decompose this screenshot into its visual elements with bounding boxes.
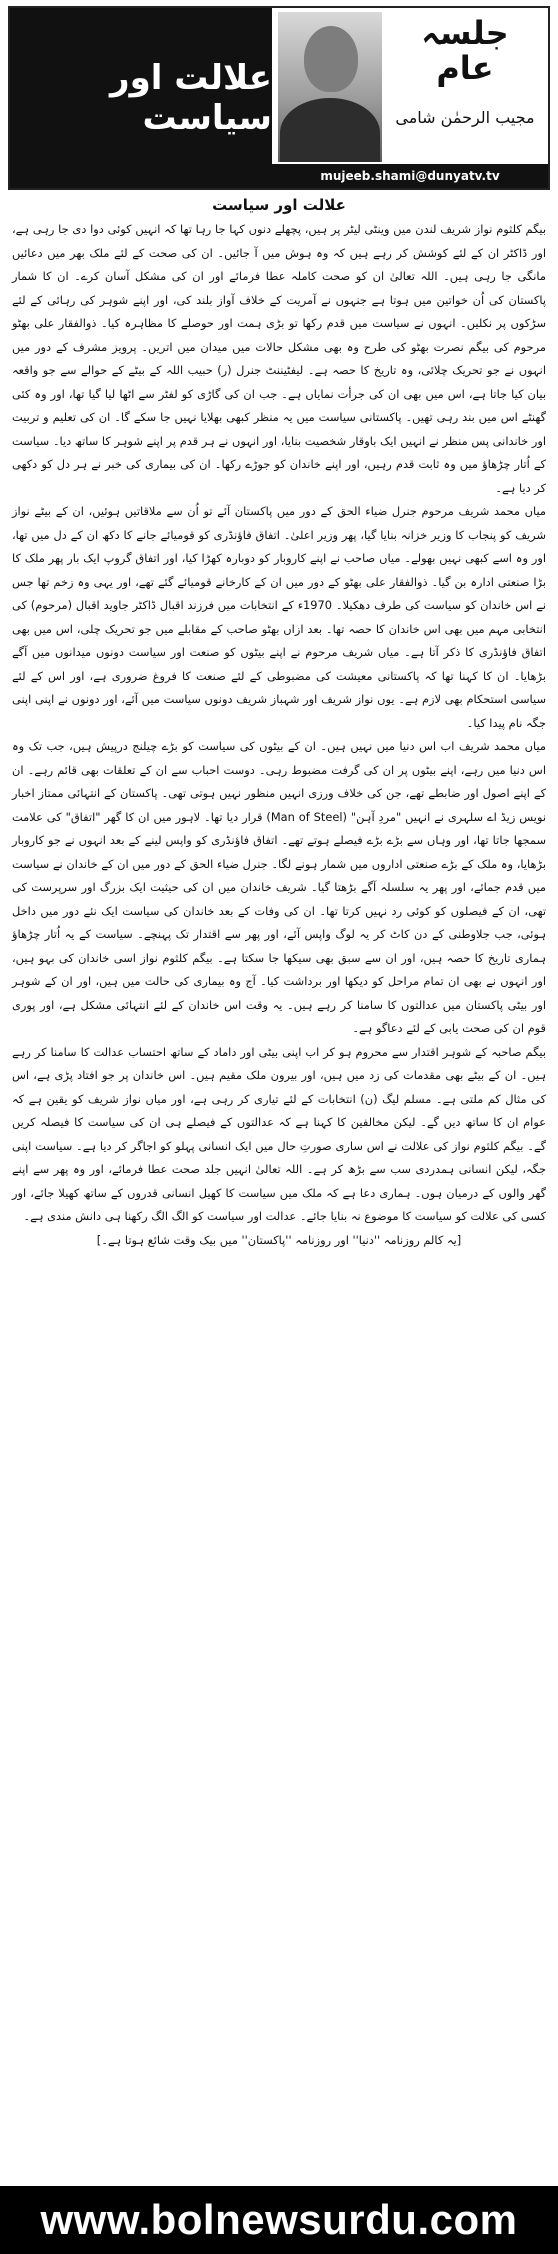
article-paragraph-4: بیگم صاحبہ کے شوہر اقتدار سے محروم ہو کر اب اپنی بیٹی اور داماد کے ساتھ احتساب عدالت کا سامنا کر رہے ہیں۔ ان کے بیٹے بھی مقدمات کی زد میں ہیں، اور بیرون ملک مقیم ہیں۔ اس خاندان پر جو افتاد پڑی ہے، اس کی مثال کم ملتی ہے۔ مسلم لیگ (ن) انتخابات کے لئے تیاری کر رہی ہے، اور میاں نواز شریف کو یقین ہے کہ عوام ان کا ساتھ دیں گے۔ لیکن مخالفین کا کہنا ہے کہ عدالتوں کے فیصلے ہی ان کی سیاست کا فیصلہ کریں گے۔ بیگم کلثوم نواز کی علالت نے اس ساری صورتِ حال میں ایک انسانی پہلو کو اجاگر کر دیا ہے۔ سیاست اپنی جگہ، لیکن انسانی ہمدردی سب سے بڑھ کر ہے۔ اللہ تعالیٰ انہیں جلد صحت عطا فرمائے، اور وہ پھر سے اپنے گھر والوں کے درمیان ہوں۔ ہماری دعا ہے کہ ملک میں سیاست کا کھیل انسانی قدروں کے ساتھ کھیلا جائے، اور کسی کی علالت کو سیاست کا موضوع نہ بنایا جائے۔ عدالت اور سیاست کو الگ الگ رکھنا ہی دانش مندی ہے۔	[12, 1044, 546, 1223]
column-header	[8, 6, 550, 190]
article-paragraph-3: میاں محمد شریف اب اس دنیا میں نہیں ہیں۔ ان کے بیٹوں کی سیاست کو بڑے چیلنج درپیش ہیں، جب تک وہ اس دنیا میں رہے، اپنے بیٹوں پر ان کی گرفت مضبوط رہی۔ دوست احباب سے ان کے تعلقات بھی قائم رہے۔ ان کے اپنے اصول اور ضابطے تھے، جن کی خلاف ورزی انہیں منظور نہیں ہوتی تھی۔ پاکستان کے انتہائی ممتاز اخبار نویس زیڈ اے سلہری نے انہیں "مردِ آہن" (Man of Steel) قرار دیا تھا۔ لاہور میں ان کا گھر "اتفاق" کی علامت سمجھا جاتا تھا، اور وہاں سے بڑے بڑے فیصلے ہوتے تھے۔ اتفاق فاؤنڈری کو واپس لینے کے بعد انہوں نے جو کاروبار بڑھایا، وہ ملک کے بڑے صنعتی اداروں میں شمار ہونے لگا۔ جنرل ضیاء الحق کے دور میں ان کے خاندان نے سیاست میں قدم جمائے، اور پھر یہ سلسلہ آگے بڑھتا گیا۔ شریف خاندان میں ان کی حیثیت ایک بزرگ اور سرپرست کی تھی، ان کے فیصلوں کو کوئی رد نہیں کرتا تھا۔ ان کی وفات کے بعد خاندان کی سیاست ایک نئے دور میں داخل ہوئی، جب جلاوطنی کے دن کاٹ کر یہ لوگ واپس آئے، اور پھر سے اقتدار تک پہنچے۔ سیاست کے یہ اُتار چڑھاؤ ہماری تاریخ کا حصہ ہیں، اور ان سے سبق بھی سیکھا جا سکتا ہے۔ بیگم کلثوم نواز اسی خاندان کی بہو ہیں، اور انہوں نے بھی ان تمام مراحل کو دیکھا اور برداشت کیا۔ آج وہ بیماری کی حالت میں ہیں، اور ان کے شوہر اور بیٹی پاکستان میں عدالتوں کا سامنا کر رہے ہیں۔ یہ وقت اس خاندان کے لئے انتہائی مشکل ہے، اور پوری قوم ان کی صحت یابی کے لئے دعاگو ہے۔	[12, 739, 547, 1035]
author-email: mujeeb.shami@dunyatv.tv	[272, 164, 548, 188]
column-brand: جلسہ عام	[421, 14, 509, 88]
publication-note: [یہ کالم روزنامہ ''دنیا'' اور روزنامہ ''پاکستان'' میں بیک وقت شائع ہوتا ہے۔]	[96, 1232, 462, 1247]
article-title: علالت اور سیاست	[212, 196, 346, 214]
site-url-banner: www.bolnewsurdu.com	[0, 2186, 558, 2254]
author-name: مجیب الرحمٰن شامی	[395, 108, 535, 127]
column-title: علالت اور سیاست	[110, 58, 272, 138]
author-photo	[278, 12, 382, 162]
article-body	[12, 196, 546, 1252]
article-paragraph-2: میاں محمد شریف مرحوم جنرل ضیاء الحق کے دور میں پاکستان آئے تو اُن سے ملاقاتیں ہوئیں، ان کے بیٹے نواز شریف کو پنجاب کا وزیر خزانہ بنایا گیا، پھر وزیر اعلیٰ۔ اتفاق فاؤنڈری کو قومیائے جانے کا دکھ ان کے دل میں تھا، اور وہ اسے کبھی نہیں بھولے۔ میاں صاحب نے اپنے کاروبار کو دوبارہ کھڑا کیا، اور اتفاق گروپ ایک بار پھر ملک کا بڑا صنعتی ادارہ بن گیا۔ ذوالفقار علی بھٹو کے دور میں ان کے کارخانے قومیائے گئے تھے، اور یہی وہ زخم تھا جس نے اس خاندان کو سیاست کی طرف دھکیلا۔ 1970ء کے انتخابات میں فرزند اقبال ڈاکٹر جاوید اقبال (مرحوم) کی انتخابی مہم میں بھی اس خاندان کا حصہ تھا۔ بعد ازاں بھٹو صاحب کے مقابلے میں جو تحریک چلی، اس میں بھی اتفاق فاؤنڈری کا ذکر آتا ہے۔ میاں شریف مرحوم نے اپنے بیٹوں کو صنعت اور سیاست دونوں میدانوں میں آگے بڑھایا۔ ان کا کہنا تھا کہ پاکستانی معیشت کی مضبوطی کے لئے صنعت کا فروغ ضروری ہے، اور اس کے لئے سیاسی استحکام بھی لازم ہے۔ یوں نواز شریف اور شہباز شریف دونوں سیاست میں آئے، اور دونوں نے اپنی اپنی جگہ نام پیدا کیا۔	[12, 504, 546, 730]
author-block	[272, 8, 548, 188]
article-paragraph-1: بیگم کلثوم نواز شریف لندن میں وینٹی لیٹر پر ہیں، پچھلے دنوں کہا جا رہا تھا کہ انہیں کوئی دوا دی جا رہی ہے، اور ڈاکٹر ان کے لئے کوشش کر رہے ہیں کہ وہ ہوش میں آ جائیں۔ ان کی صحت کے لئے ملک بھر میں دعائیں مانگی جا رہی ہیں۔ اللہ تعالیٰ ان کو صحت کاملہ عطا فرمائے اور ان کی مشکل آسان کرے۔ ان کا شمار پاکستان کی اُن خواتین میں ہوتا ہے جنہوں نے آمریت کے خلاف آواز بلند کی، اور اپنے شوہر کی رہائی کے لئے سڑکوں پر نکلیں۔ انہوں نے سیاست میں قدم رکھا تو بڑی ہمت اور حوصلے کا مظاہرہ کیا۔ ذوالفقار علی بھٹو مرحوم کی بیگم نصرت بھٹو کی طرح وہ بھی مشکل حالات میں میدان میں اتریں۔ پرویز مشرف کے دور میں انہوں نے جو تحریک چلائی، وہ تاریخ کا حصہ ہے۔ لیفٹیننٹ جنرل (ر) حبیب اللہ کے بیٹے کے حوالے سے جو واقعہ بیان کیا جاتا ہے، اس میں بھی ان کی جرأت نمایاں ہے۔ جب ان کی گاڑی کو لفٹر سے اٹھا لیا گیا تھا، اور وہ کئی گھنٹے اس میں بند رہی تھیں۔ پاکستانی سیاست میں یہ منظر کبھی بھلایا نہیں جا سکے گا۔ ان کی تعلیم و تربیت اور خاندانی پس منظر نے انہیں ایک باوقار شخصیت بنایا، اور انہوں نے ہر قدم پر اپنے شوہر کا ساتھ دیا۔ سیاست کے اُتار چڑھاؤ میں وہ ثابت قدم رہیں، اور اپنے خاندان کو جوڑے رکھا۔ ان کی بیماری کی خبر نے ہر دل کو دکھی کر دیا ہے۔	[12, 222, 546, 495]
column-title-block	[10, 8, 272, 188]
